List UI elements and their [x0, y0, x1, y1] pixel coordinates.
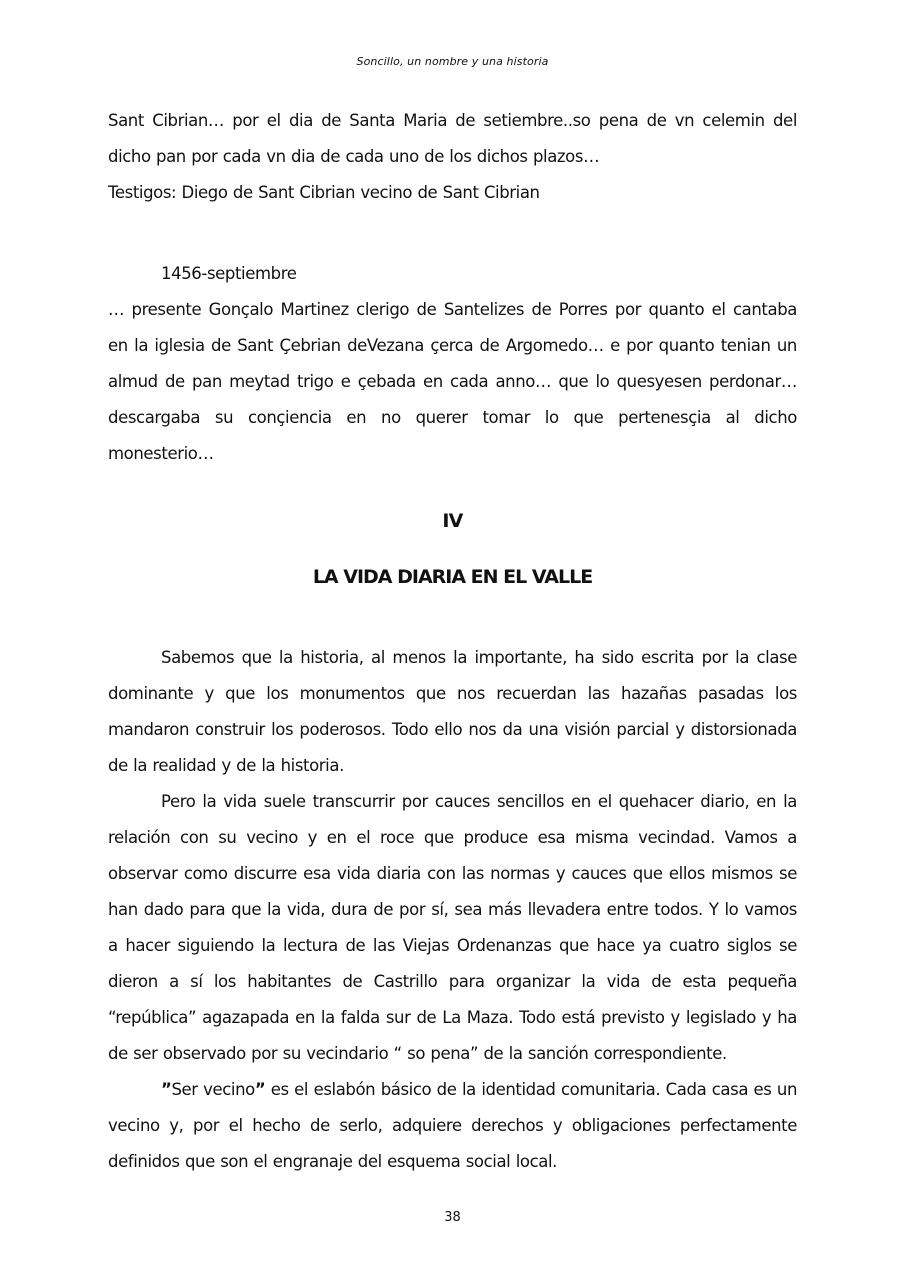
document-date: 1456-septiembre: [161, 264, 297, 283]
closing-quote: ”: [254, 1080, 266, 1099]
key-term: Ser vecino: [171, 1080, 255, 1099]
body-paragraph: Pero la vida suele transcurrir por cauces sencillos en el quehacer diario, en la relación con su vecino y en el roce que produce esa misma vecindad. Vamos a observar como discurre esa vida diaria con las normas y cauces que ellos mismos se han dado para que la vida, dura de por sí, sea más llevadera entre todos. Y lo vamos a hacer siguiendo la lectura de las Viejas Ordenanzas que hace ya cuatro siglos se dieron a sí los habitantes de Castrillo para organizar la vida de esta pequeña “república” agazapada en la falda sur de La Maza. Todo está previsto y legislado y ha de ser observado por su vecindario “ so pena” de la sanción correspondiente.: [108, 792, 797, 1063]
chapter-body: [108, 640, 797, 1180]
paragraph-text: es el eslabón básico de la identidad comunitaria. Cada casa es un vecino y, por el hecho de serlo, adquiere derechos y obligaciones perfectamente definidos que son el engranaje del esquema social local.: [108, 1080, 798, 1171]
page-number: 38: [444, 1210, 461, 1225]
document-excerpts: [108, 103, 797, 472]
document-excerpt-paragraph: … presente Gonçalo Martinez clerigo de Santelizes de Porres por quanto el cantaba en la iglesia de Sant Çebrian deVezana çerca de Argomedo… e por quanto tenian un almud de pan meytad trigo e çebada en cada anno… que lo quesyesen perdonar…descargaba su conçiencia en no querer tomar lo que pertenesçia al dicho monesterio…: [108, 300, 797, 463]
chapter-number: IV: [442, 510, 463, 532]
chapter-title: LA VIDA DIARIA EN EL VALLE: [312, 566, 593, 588]
document-excerpt-paragraph: Sant Cibrian… por el dia de Santa Maria de setiembre..so pena de vn celemin del dicho pan por cada vn dia de cada uno de los dichos plazos…: [108, 111, 797, 166]
body-paragraph: [108, 1072, 797, 1180]
running-header: Soncillo, un nombre y una historia: [356, 55, 549, 68]
opening-quote: ”: [161, 1080, 172, 1099]
witnesses-line: Testigos: Diego de Sant Cibrian vecino de Sant Cibrian: [108, 183, 540, 202]
spacer: [108, 211, 797, 256]
body-paragraph: Sabemos que la historia, al menos la importante, ha sido escrita por la clase dominante y que los monumentos que nos recuerdan las hazañas pasadas los mandaron construir los poderosos. Todo ello nos da una visión parcial y distorsionada de la realidad y de la historia.: [108, 648, 797, 775]
